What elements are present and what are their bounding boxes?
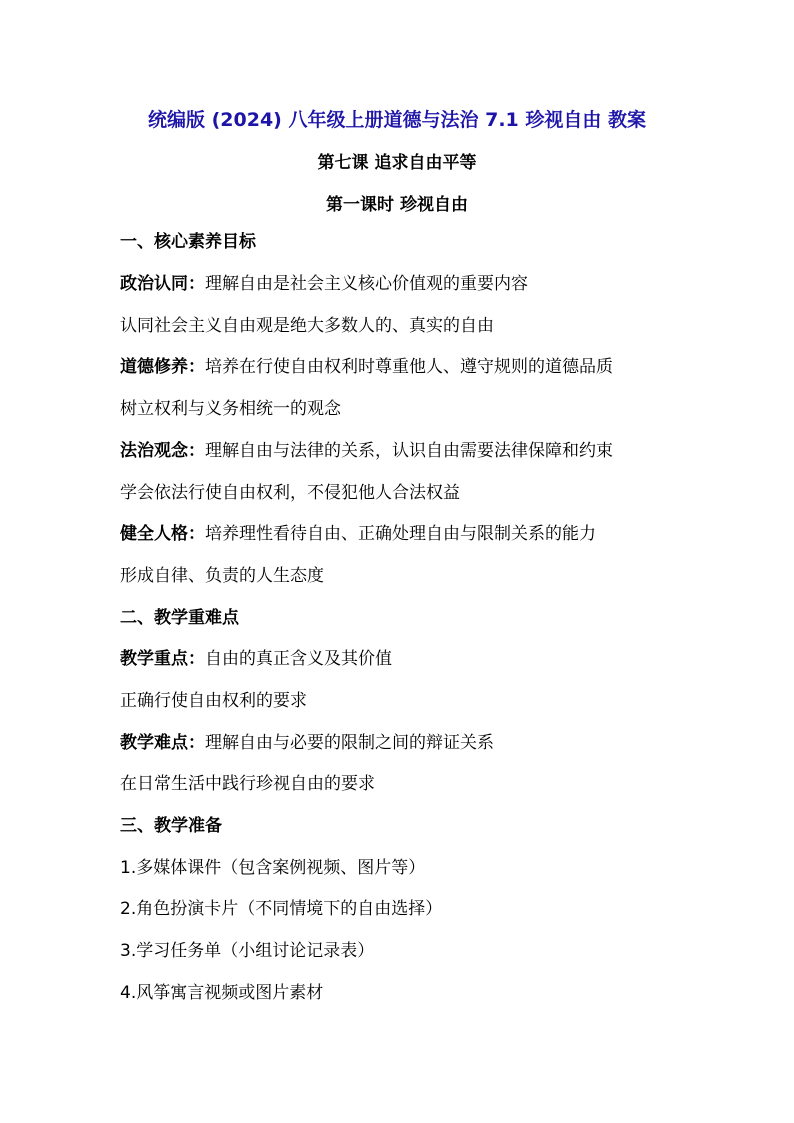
focus-label: 教学难点： — [120, 733, 205, 753]
goal-item — [120, 357, 613, 377]
goal-label: 道德修养： — [120, 357, 205, 377]
goal-text: 培养理性看待自由、正确处理自由与限制关系的能力 — [205, 524, 596, 544]
section-heading-goals: 一、核心素养目标 — [120, 232, 256, 252]
goal-text: 理解自由与法律的关系，认识自由需要法律保障和约束 — [205, 441, 613, 461]
goal-item — [120, 441, 613, 461]
goal-extra: 树立权利与义务相统一的观念 — [120, 399, 341, 419]
goal-extra: 认同社会主义自由观是绝大多数人的、真实的自由 — [120, 316, 494, 336]
goal-label: 健全人格： — [120, 524, 205, 544]
goal-text: 理解自由是社会主义核心价值观的重要内容 — [205, 274, 528, 294]
prep-item: 4.风筝寓言视频或图片素材 — [120, 983, 324, 1003]
focus-extra: 正确行使自由权利的要求 — [120, 691, 307, 711]
document-title: 统编版 (2024) 八年级上册道德与法治 7.1 珍视自由 教案 — [148, 109, 646, 131]
goal-item — [120, 524, 596, 544]
goal-extra: 形成自律、负责的人生态度 — [120, 566, 324, 586]
section-heading-prep: 三、教学准备 — [120, 816, 222, 836]
focus-text: 理解自由与必要的限制之间的辩证关系 — [205, 733, 494, 753]
section-heading-focus: 二、教学重难点 — [120, 608, 239, 628]
focus-item — [120, 733, 494, 753]
period-title: 第一课时 珍视自由 — [326, 195, 468, 215]
focus-item — [120, 649, 392, 669]
prep-item: 1.多媒体课件（包含案例视频、图片等） — [120, 858, 426, 878]
goal-extra: 学会依法行使自由权利，不侵犯他人合法权益 — [120, 483, 460, 503]
focus-label: 教学重点： — [120, 649, 205, 669]
focus-text: 自由的真正含义及其价值 — [205, 649, 392, 669]
lesson-title: 第七课 追求自由平等 — [317, 153, 477, 173]
prep-item: 2.角色扮演卡片（不同情境下的自由选择） — [120, 899, 443, 919]
goal-label: 法治观念： — [120, 441, 205, 461]
goal-text: 培养在行使自由权利时尊重他人、遵守规则的道德品质 — [205, 357, 613, 377]
prep-item: 3.学习任务单（小组讨论记录表） — [120, 941, 375, 961]
goal-item — [120, 274, 528, 294]
focus-extra: 在日常生活中践行珍视自由的要求 — [120, 774, 375, 794]
goal-label: 政治认同： — [120, 274, 205, 294]
